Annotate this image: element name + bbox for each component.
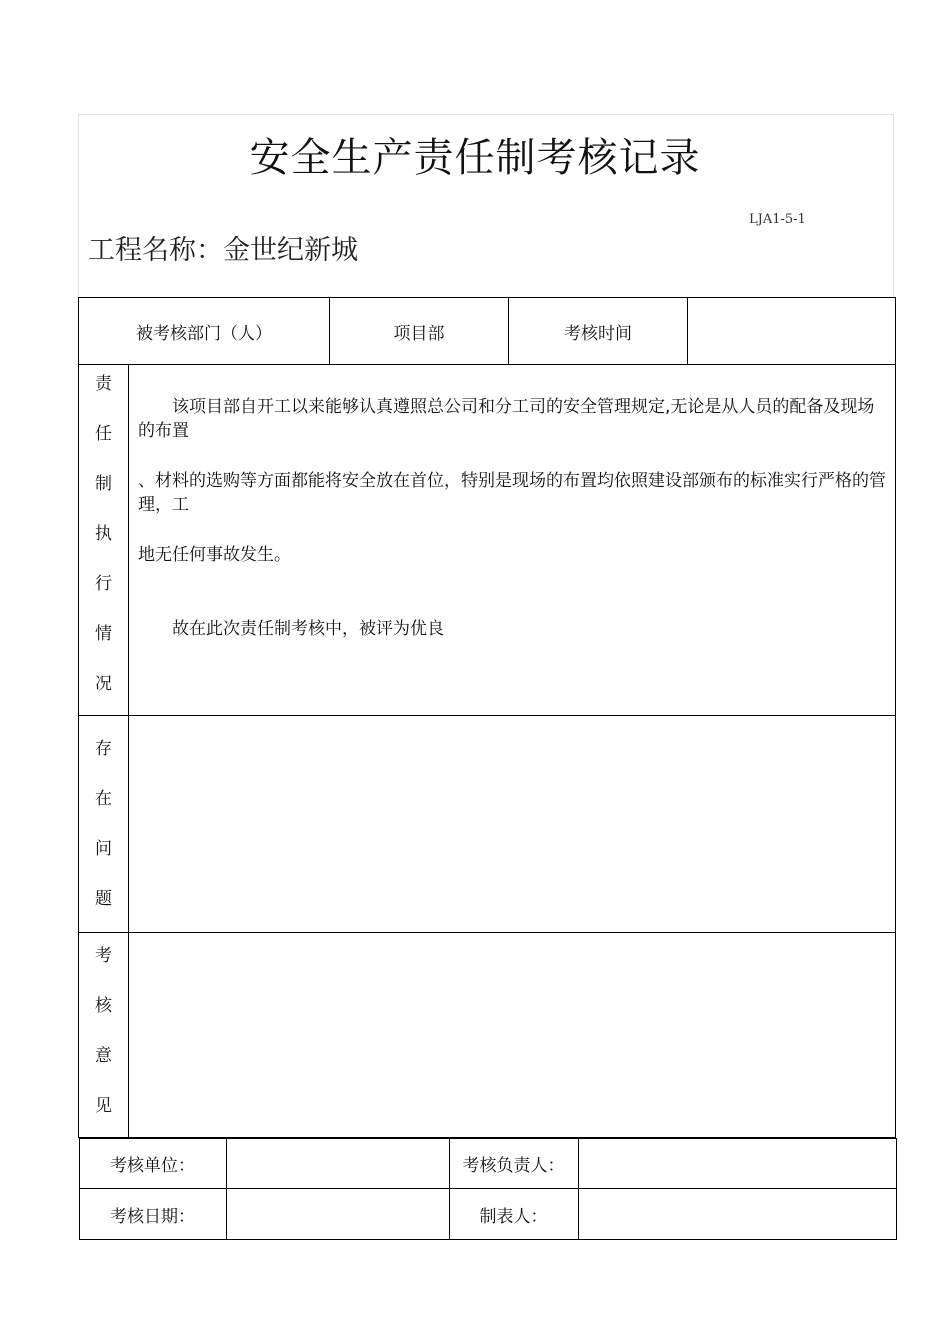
opinion-content — [129, 933, 896, 1138]
assessment-date-label: 考核日期： — [79, 1189, 226, 1240]
assessment-leader-label: 考核负责人： — [449, 1139, 578, 1189]
assessment-time-value — [688, 298, 896, 365]
execution-paragraph: 该项目部自开工以来能够认真遵照总公司和分工司的安全管理规定,无论是从人员的配备及现场的布置 — [138, 397, 875, 441]
assessment-form — [78, 297, 896, 1240]
execution-row — [79, 365, 896, 716]
footer-row — [79, 1138, 896, 1241]
assessed-dept-label: 被考核部门（人） — [79, 298, 330, 365]
assessment-leader-value — [578, 1139, 896, 1189]
form-code: LJA1-5-1 — [749, 212, 806, 227]
assessment-date-value — [226, 1189, 449, 1240]
execution-label: 责 任 制 执 行 情 况 — [79, 365, 129, 716]
footer-cell — [79, 1138, 896, 1241]
issues-row — [79, 716, 896, 933]
assessed-dept-value: 项目部 — [330, 298, 509, 365]
header-row — [79, 298, 896, 365]
assessing-unit-value — [226, 1139, 449, 1189]
assessment-time-label: 考核时间 — [509, 298, 688, 365]
execution-paragraph: 故在此次责任制考核中，被评为优良 — [138, 619, 444, 639]
issues-content — [129, 716, 896, 933]
execution-paragraph: 地无任何事故发生。 — [138, 545, 291, 565]
opinion-label: 考 核 意 见 — [79, 933, 129, 1138]
form-maker-value — [578, 1189, 896, 1240]
execution-content — [129, 365, 896, 716]
footer-table — [79, 1138, 897, 1240]
project-name: 工程名称：金世纪新城 — [88, 235, 358, 266]
document-title: 安全生产责任制考核记录 — [249, 135, 701, 181]
issues-label: 存 在 问 题 — [79, 716, 129, 933]
assessing-unit-label: 考核单位： — [79, 1139, 226, 1189]
form-maker-label: 制表人： — [449, 1189, 578, 1240]
execution-paragraph: 、材料的选购等方面都能将安全放在首位，特别是现场的布置均依照建设部颁布的标准实行严格的管理，工 — [138, 471, 886, 515]
opinion-row — [79, 933, 896, 1138]
